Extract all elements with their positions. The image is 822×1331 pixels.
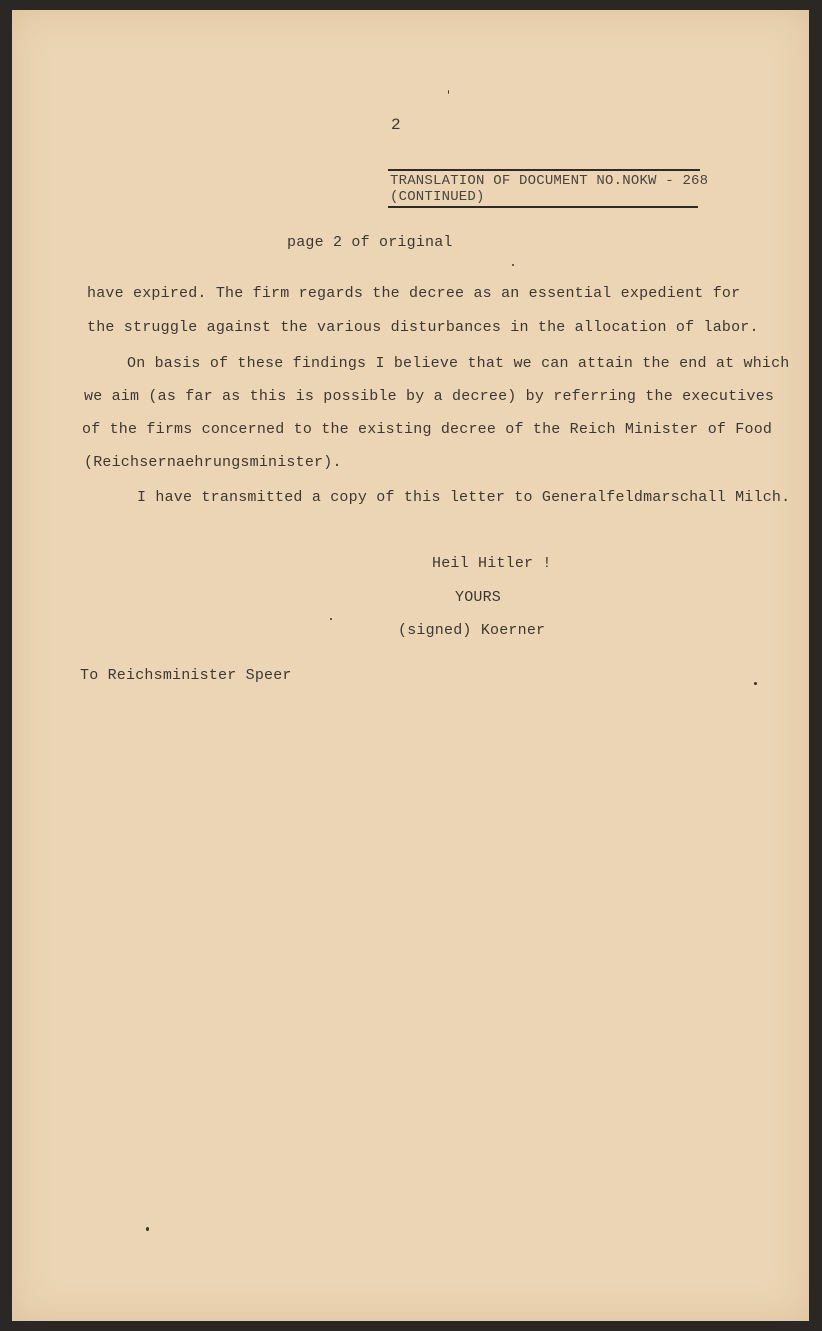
body-line: (Reichsernaehrungsminister).	[84, 454, 342, 471]
paper-speck	[146, 1227, 149, 1231]
recipient-line: To Reichsminister Speer	[80, 667, 292, 684]
closing-signature: (signed) Koerner	[398, 622, 546, 639]
body-line: I have transmitted a copy of this letter to Generalfeldmarschall Milch.	[137, 489, 791, 506]
page-number: 2	[391, 116, 401, 134]
header-title: TRANSLATION OF DOCUMENT NO.NOKW - 268	[390, 173, 709, 189]
paper-speck	[330, 618, 332, 620]
body-line: of the firms concerned to the existing decree of the Reich Minister of Food	[82, 421, 773, 438]
document-page	[12, 10, 809, 1321]
closing-yours: YOURS	[455, 589, 502, 606]
paper-speck	[512, 264, 514, 266]
header-subtitle: (CONTINUED)	[390, 189, 485, 205]
original-page-label: page 2 of original	[287, 234, 453, 251]
body-line: have expired. The firm regards the decree as an essential expedient for	[87, 285, 741, 302]
translation-header	[388, 169, 709, 205]
body-line: the struggle against the various disturbances in the allocation of labor.	[87, 319, 759, 336]
header-rule	[388, 206, 698, 208]
paper-speck	[754, 682, 757, 685]
paper-speck	[448, 90, 449, 94]
closing-salute: Heil Hitler !	[432, 555, 552, 572]
body-line: we aim (as far as this is possible by a decree) by referring the executives	[84, 388, 775, 405]
body-line: On basis of these findings I believe that we can attain the end at which	[127, 355, 790, 372]
